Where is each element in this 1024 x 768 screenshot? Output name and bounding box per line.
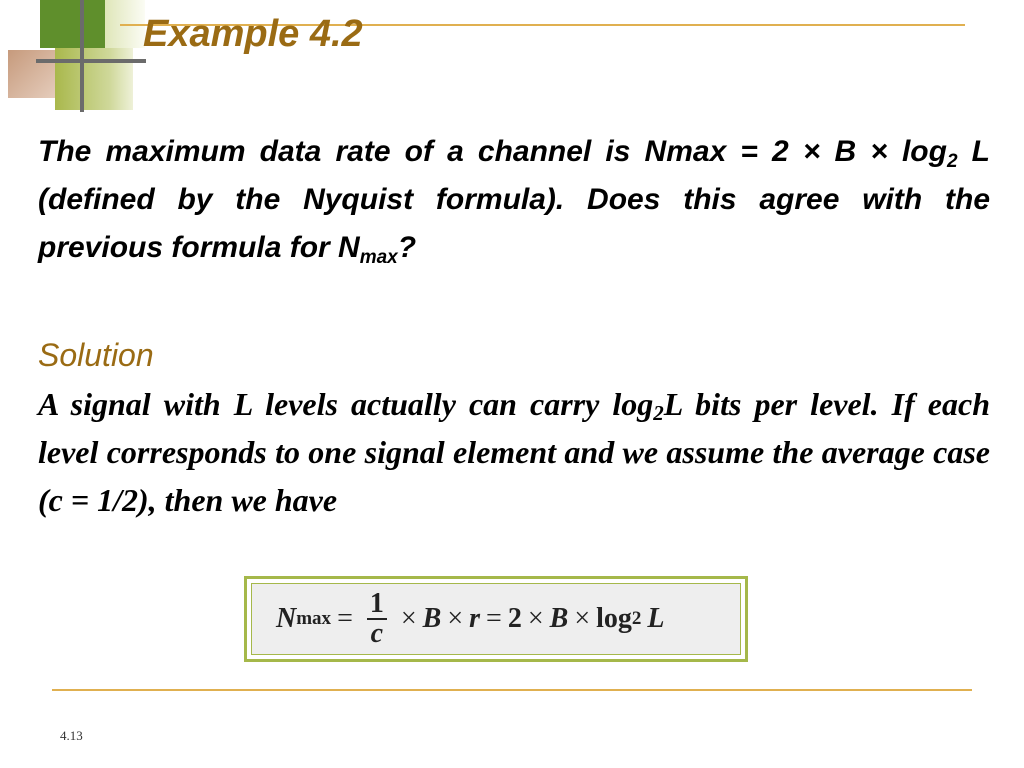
formula-times-2: × (447, 603, 464, 634)
formula-equals-2: = (486, 603, 502, 634)
formula-b-1: B (422, 603, 442, 634)
question-part-3: ? (397, 231, 417, 264)
question-subscript-1: 2 (946, 151, 958, 172)
formula-two: 2 (507, 603, 522, 634)
formula-box (244, 576, 748, 662)
page-number: 4.13 (60, 728, 83, 743)
decorative-horizontal-line (36, 59, 146, 63)
formula-log: log (596, 603, 632, 634)
formula-r: r (469, 603, 481, 634)
formula (251, 583, 741, 655)
footer-rule (52, 689, 972, 691)
slide-title: Example 4.2 (143, 13, 363, 55)
formula-fraction (367, 590, 387, 648)
fraction-numerator: 1 (367, 590, 387, 620)
solution-part-1: A signal with L levels actually can carry log (38, 386, 654, 422)
question-text (38, 128, 990, 272)
question-part-2: L (defined by the Nyquist formula). Does this agree with the previous formula for N (38, 135, 990, 264)
question-part-1: The maximum data rate of a channel is Nmax = 2 × B × log (38, 135, 947, 168)
formula-b-2: B (549, 603, 569, 634)
formula-times-3: × (527, 603, 544, 634)
solution-part-2: L bits per level. If each level corresponds to one signal element and we assume the average case (c = 1/2), then we have (38, 386, 991, 518)
formula-l: L (647, 603, 665, 634)
decorative-square-green (40, 0, 105, 48)
solution-heading: Solution (38, 337, 154, 373)
solution-text (38, 380, 990, 524)
formula-n-subscript: max (296, 608, 332, 629)
formula-log-subscript: 2 (631, 608, 642, 629)
formula-times-1: × (400, 603, 417, 634)
formula-equals-1: = (337, 603, 353, 634)
decorative-square-olive (55, 48, 133, 110)
solution-subscript: 2 (653, 401, 664, 425)
formula-n: N (276, 603, 297, 634)
question-subscript-2: max (359, 247, 398, 268)
formula-times-4: × (574, 603, 591, 634)
fraction-denominator: c (370, 618, 384, 649)
decorative-vertical-line (80, 0, 84, 112)
